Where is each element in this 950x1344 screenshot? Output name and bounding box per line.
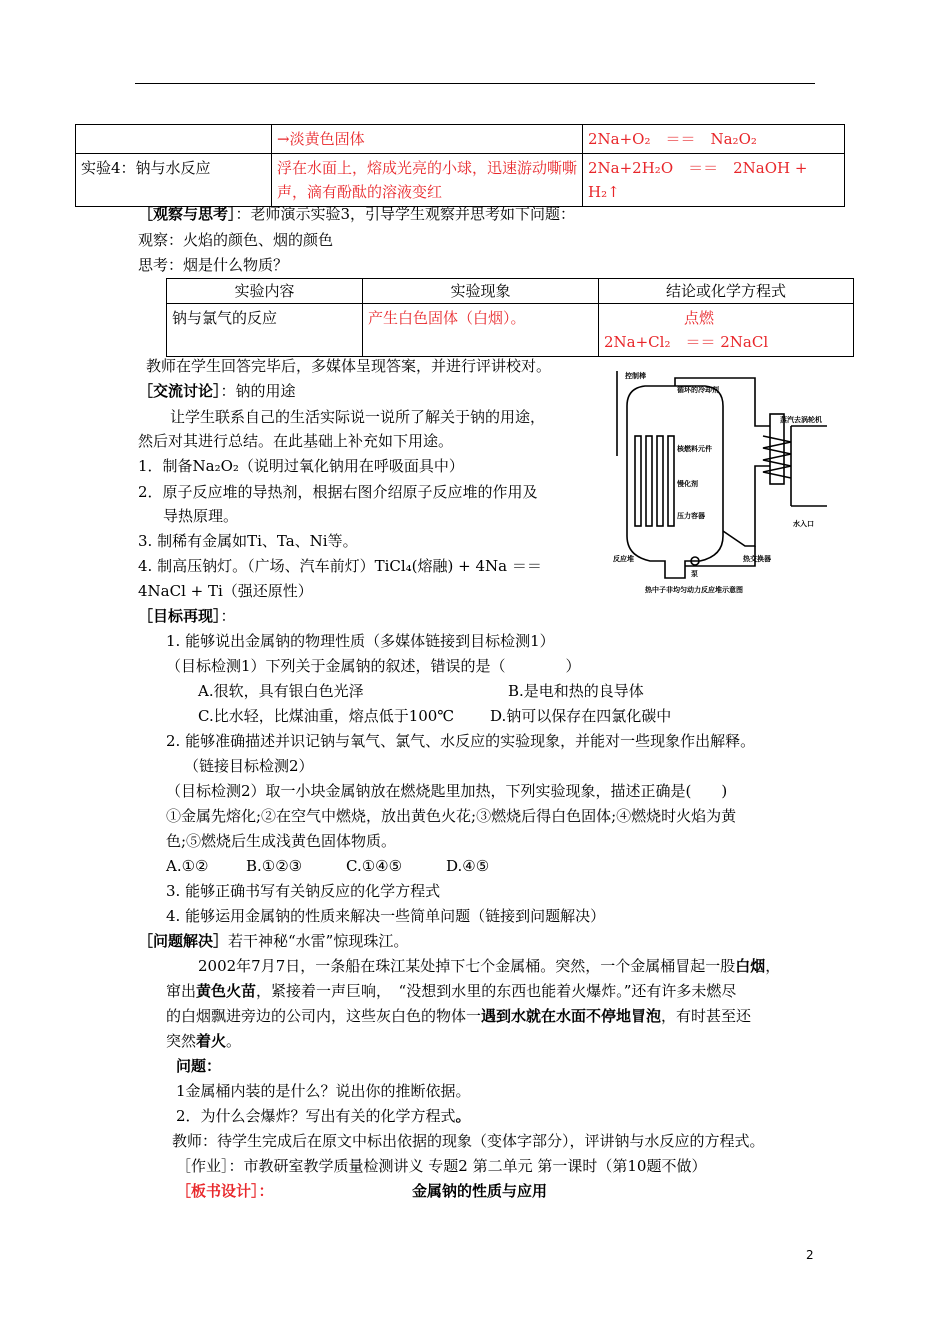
table-header-row [167,279,854,304]
label-control-rod: 控制棒 [625,372,646,380]
table-cell: 2Na+2H₂O ＝＝ 2NaOH + H₂↑ [583,154,845,207]
goal-4: 4. 能够运用金属钠的性质来解决一些简单问题（链接到问题解决） [166,907,606,925]
table-row [167,304,854,357]
question-2-text: ①金属先熔化;②在空气中燃烧，放出黄色火花;③燃烧后得白色固体;④燃烧时火焰为黄 [166,807,737,825]
column-header: 实验现象 [363,279,599,304]
figure-caption: 热中子非均匀动力反应堆示意图 [645,586,743,594]
board-heading: ［板书设计］： [176,1182,274,1200]
label-exchanger: 热交换器 [743,555,771,563]
table-cell: →淡黄色固体 [272,125,583,154]
think-line: 思考：烟是什么物质？ [138,256,289,274]
teacher-note: 教师在学生回答完毕后，多媒体呈现答案，并进行评讲校对。 [146,357,552,375]
reaction-equation: 2Na+Cl₂ ＝＝ 2NaCl [604,333,769,351]
label-pump: 泵 [691,570,698,578]
table-cell [76,125,272,154]
column-header: 实验内容 [167,279,363,304]
problem-paragraph: 的白烟飘进旁边的公司内，这些灰白色的物体一遇到水就在水面不停地冒泡，有时甚至还 [166,1007,752,1025]
question-label: 问题： [176,1057,222,1075]
goal-2-link: （链接目标检测2） [184,757,314,775]
board-title: 金属钠的性质与应用 [412,1182,548,1200]
label-steam: 蒸汽去涡轮机 [780,416,822,424]
discussion-heading: ［交流讨论］：钠的用途 [138,382,296,400]
goal-3: 3. 能够正确书写有关钠反应的化学方程式 [166,882,441,900]
section-tag: ［交流讨论］ [138,382,221,400]
goal-1: 1. 能够说出金属钠的物理性质（多媒体链接到目标检测1） [166,632,555,650]
label-moderator: 慢化剂 [677,480,698,488]
use-item-2: 2．原子反应堆的导热剂，根据右图介绍原子反应堆的作用及 [138,483,538,501]
reactor-diagram [605,366,835,600]
problem-paragraph: 窜出黄色火苗，紧接着一声巨响， “没想到水里的东西也能着火爆炸。”还有许多未燃尽 [166,982,737,1000]
problem-heading: ［问题解决］若干神秘“水雷”惊现珠江。 [138,932,409,950]
problem-paragraph: 2002年7月7日，一条船在珠江某处掉下七个金属桶。突然，一个金属桶冒起一股白烟， [198,957,781,975]
column-header: 结论或化学方程式 [599,279,854,304]
table-cell: 实验4：钠与水反应 [76,154,272,207]
goal-2: 2. 能够准确描述并识记钠与氧气、氯气、水反应的实验现象，并能对一些现象作出解释。 [166,732,756,750]
table-cell: 2Na+O₂ ＝＝ Na₂O₂ [583,125,845,154]
homework-line: ［作业］：市教研室教学质量检测讲义 专题2 第二单元 第一课时（第10题不做） [176,1157,707,1175]
label-water-in: 水入口 [793,520,814,528]
header-rule [135,83,815,84]
question-2: （目标检测2）取一小块金属钠放在燃烧匙里加热，下列实验现象，描述正确是( ) [166,782,728,800]
use-item-3: 3. 制稀有金属如Ti、Ta、Ni等。 [138,532,358,550]
option: D.④⑤ [446,857,490,875]
reaction-table-2 [166,278,854,357]
reaction-table-1 [75,124,845,207]
reaction-condition: 点燃 [684,309,715,327]
observe-line: 观察：火焰的颜色、烟的颜色 [138,231,334,249]
use-item-4-cont: 4NaCl + Ti（强还原性） [138,582,313,600]
problem-paragraph: 突然着火。 [166,1032,242,1050]
teacher-note: 教师：待学生完成后在原文中标出依据的现象（变体字部分），评讲钠与水反应的方程式。 [172,1132,765,1150]
use-item-4: 4. 制高压钠灯。（广场、汽车前灯）TiCl₄(熔融) + 4Na ＝＝ [138,557,542,575]
discussion-intro: 让学生联系自己的生活实际说一说所了解关于钠的用途， [170,408,546,426]
label-fuel: 核燃料元件 [677,445,712,453]
discussion-intro: 然后对其进行总结。在此基础上补充如下用途。 [138,432,454,450]
section-tag: ［观察与思考］ [138,205,236,223]
problem-question-2: 2．为什么会爆炸？写出有关的化学方程式。 [176,1107,471,1125]
page-number: 2 [806,1248,814,1262]
question-2-text: 色;⑤燃烧后生成浅黄色固体物质。 [166,832,397,850]
label-coolant: 循环的冷却剂 [677,386,719,394]
option: C.①④⑤ [346,857,403,875]
use-item-1: 1．制备Na₂O₂（说明过氧化钠用在呼吸面具中） [138,457,464,475]
use-item-2-cont: 导热原理。 [163,507,239,525]
label-vessel: 压力容器 [677,512,705,520]
option-c: C.比水轻，比煤油重，熔点低于100℃ [198,707,455,725]
table-cell: 浮在水面上，熔成光亮的小球，迅速游动嘶嘶声，滴有酚酞的溶液变红 [272,154,583,207]
option-b: B.是电和热的良导体 [508,682,644,700]
section-tag: ［目标再现］ [138,607,221,625]
problem-question-1: 1金属桶内装的是什么？说出你的推断依据。 [176,1082,471,1100]
table-row [76,125,845,154]
question-2-options [166,855,489,877]
label-reactor: 反应堆 [613,555,634,563]
table-cell: 产生白色固体（白烟）。 [363,304,599,357]
section-tag: ［问题解决］ [138,932,229,950]
table-cell [599,304,854,357]
option: A.①② [166,857,209,875]
question-1: （目标检测1）下列关于金属钠的叙述，错误的是（ ） [166,657,581,675]
option-d: D.钠可以保存在四氯化碳中 [490,707,672,725]
option: B.①②③ [246,857,303,875]
table-row [76,154,845,207]
option-a: A.很软，具有银白色光泽 [198,682,364,700]
observe-heading: ［观察与思考］：老师演示实验3，引导学生观察并思考如下问题： [138,205,576,223]
goals-heading: ［目标再现］： [138,607,236,625]
table-cell: 钠与氯气的反应 [167,304,363,357]
